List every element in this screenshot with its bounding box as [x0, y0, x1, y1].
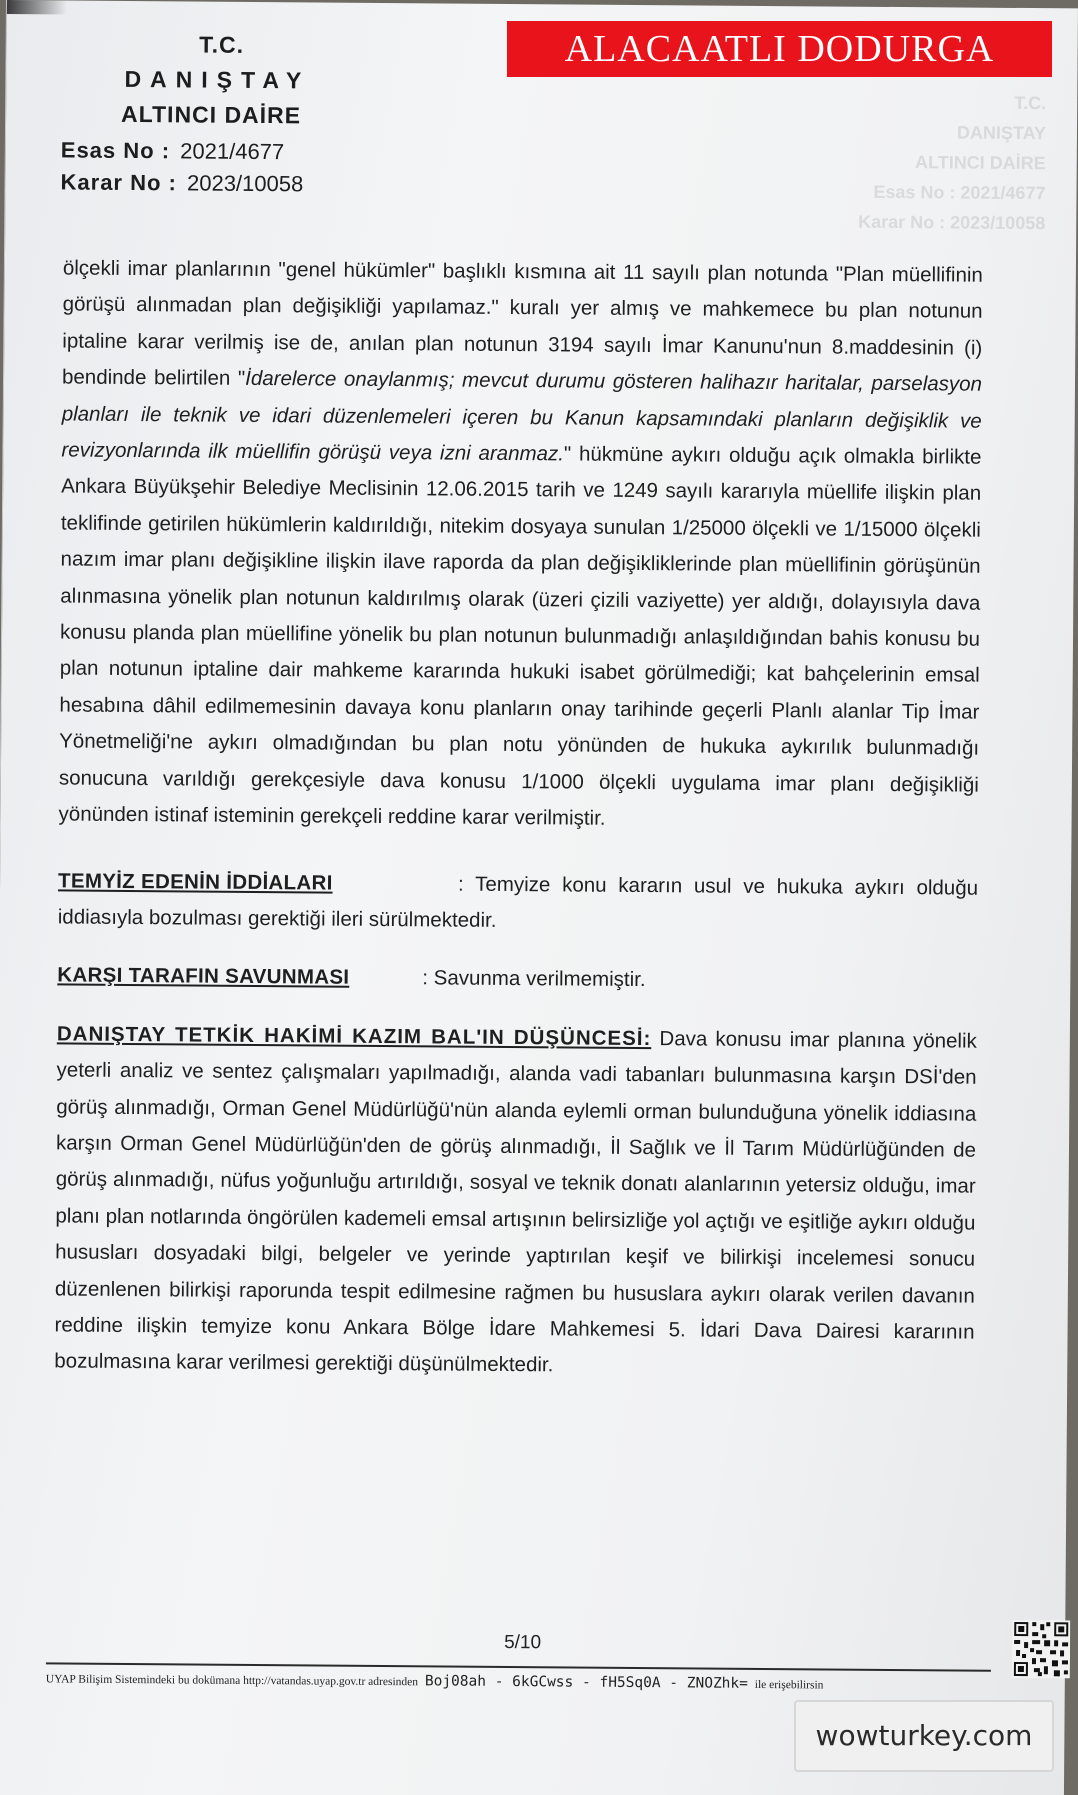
reasoning-text-a: ölçekli imar planlarının "genel hükümler" başlıklı kısmına ait 11 sayılı plan notunda "Plan müellifinin görüşü alınmadan plan değişikliği yapılamaz." kuralı yer almış ve mahkemece bu plan notunun iptaline karar verilmiş ise de, anılan plan notunun 3194 sayılı İmar Kanunu'nun 8.maddesinin (i) bendinde belirtilen ": [61, 256, 983, 391]
footer-prefix: UYAP Bilişim Sistemindeki bu dokümana http://vatandas.uyap.gov.tr adresinden: [45, 1673, 419, 1689]
esas-no-label: Esas No :: [60, 137, 171, 164]
section-text-temyiz: : Temyize konu kararın usul ve hukuka aykırı olduğu iddiasıyla bozulması gerektiği ileri sürülmektedir.: [57, 872, 979, 932]
section-text-savunma: : Savunma verilmemiştir.: [422, 966, 646, 992]
karar-no-value: 2023/10058: [186, 170, 304, 197]
page-number: 5/10: [504, 1631, 542, 1654]
document-header: [60, 30, 361, 197]
footer-suffix: ile erişebilirsin: [754, 1678, 824, 1692]
section-temyiz: [58, 863, 979, 943]
esas-no-row: [61, 137, 361, 165]
section-text-tetkik-hakimi: Dava konusu imar planına yönelik yeterli analiz ve sentez çalışmaları yapılmadığı, alanda vadi tabanları bulunmasına karşın DSİ'den görüş alınmadığı, Orman Genel Müdürlüğü'nün alanda eylemli orman bulunduğuna yönelik iddiasına karşın Orman Genel Müdürlüğün'den de görüş alınmadığı, İl Sağlık ve İl Tarım Müdürlüğünden de görüş alınmadığı, nüfus yoğunluğu artırıldığı, sosyal ve teknik donatı alanlarının yetersiz olduğu, imar planı plan notlarında öngörülen kademeli emsal artışının belirsizliğe yol açtığı ve eşitliğe aykırı olduğu hususları dosyadaki bilgi, belgeler ve yerinde yaptırılan keşif ve bilirkişi incelemesi sonucu düzenlenen bilirkişi raporunda tespit edilmesine rağmen bu hususlara aykırı olarak verilen davanın reddine ilişkin temyize konu Ankara Bölge İdare Mahkemesi 5. İdari Dava Dairesi kararının bozulmasına karar verilmesi gerektiği düşünülmektedir.: [54, 1026, 977, 1377]
reasoning-text-b: " hükmüne aykırı olduğu açık olmakla birlikte Ankara Büyükşehir Belediye Meclisinin 12.06.2015 tarih ve 1249 sayılı kararıyla müellife ilişkin plan teklifinde getirilen hükümlerin kaldırıldığı, nitekim dosyaya sunulan 1/25000 ölçekli ve 1/15000 ölçekli nazım imar planı değişikline ilişkin ilave raporda da plan değişikliklerinde plan müellifinin görüşünün alınmasına yönelik plan notunun kaldırılmış olarak (üzeri çizili vaziyette) yer aldığı, dolayısıyla dava konusu planda plan müellifine yönelik bu plan notunun bulunmadığı anlaşıldığından bahis konusu bu plan notunun iptaline dair mahkeme kararında hukuki isabet görülmediği; kat bahçelerinin emsal hesabına dâhil edilmemesinin davaya konu planların onay tarihinde geçerli Planlı alanlar Tip İmar Yönetmeliği'ne aykırı olmadığından bu plan notu yönünden de hukuka aykırılık bulunmadığı sonucuna varıldığı gerekçesiyle dava konusu 1/1000 ölçekli uygulama imar planı değişikliği yönünden istinaf isteminin gerekçeli reddine karar verilmiştir.: [58, 442, 982, 830]
section-savunma: [57, 958, 977, 1002]
footer-divider: [46, 1662, 991, 1671]
section-tetkik-hakimi: [54, 1016, 977, 1387]
law-quote: İdarelerce onaylanmış; mevcut durumu gösteren halihazır haritalar, parselasyon planları ile teknik ve idari düzenlemeleri içeren bu Kanun kapsamındaki planların değişiklik ve revizyonlarında ilk müellifin görüşü veya izni aranmaz.: [61, 367, 983, 466]
paragraph-reasoning: [58, 250, 983, 840]
title-banner: ALACAATLI DODURGA: [507, 21, 1052, 77]
bleed-through-header: T.C. DANIŞTAY ALTINCI DAİRE Esas No : 2021/4677 Karar No : 2023/10058: [858, 92, 1047, 234]
site-watermark: wowturkey.com: [794, 1700, 1054, 1772]
verification-code: Boj08ah - 6kGCwss - fH5Sq0A - ZNOZhk=: [424, 1673, 748, 1692]
uyap-footer: [46, 1670, 1006, 1694]
section-title-temyiz: TEMYİZ EDENİN İDDİALARI: [57, 868, 333, 895]
page-corner-shadow: [7, 0, 67, 14]
header-court: DANIŞTAY: [124, 65, 311, 94]
document-body: [54, 250, 983, 1387]
header-chamber: ALTINCI DAİRE: [121, 100, 302, 129]
section-title-tetkik-hakimi: DANIŞTAY TETKİK HAKİMİ KAZIM BAL'IN DÜŞÜNCESİ:: [56, 1022, 652, 1050]
karar-no-row: [60, 169, 360, 197]
karar-no-label: Karar No :: [60, 169, 178, 196]
qr-code-icon: [1012, 1620, 1070, 1678]
section-title-savunma: KARŞI TARAFIN SAVUNMASI: [57, 963, 350, 990]
header-tc: T.C.: [199, 31, 245, 58]
esas-no-value: 2021/4677: [180, 138, 285, 165]
